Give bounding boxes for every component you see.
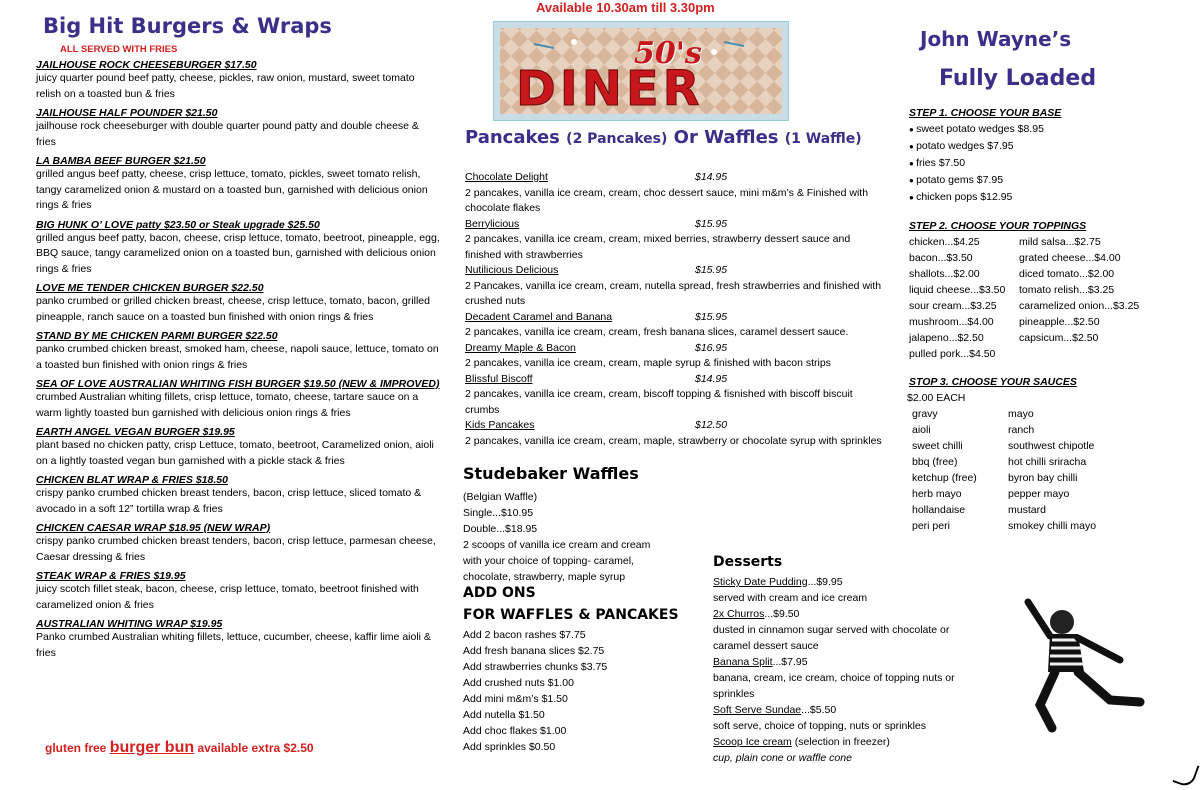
topping-item: diced tomato...$2.00 <box>1019 268 1115 280</box>
pancake-price: $12.50 <box>695 419 728 431</box>
sauce-item: ranch <box>1008 424 1035 436</box>
pancake-desc: 2 pancakes, vanilla ice cream, cream, choc dessert sauce, mini m&m’s & Finished with chocolate flakes <box>465 186 869 214</box>
sauce-item: peri peri <box>912 520 950 532</box>
dessert-header <box>713 734 958 750</box>
pancake-desc: 2 pancakes, vanilla ice cream, cream, maple, strawberry or chocolate syrup with sprinkles <box>465 434 882 447</box>
menu-item-desc: juicy scotch fillet steak, bacon, cheese, crisp lettuce, tomato, beetroot finished with caramelized onion & fries <box>36 583 419 611</box>
corner-mark-icon <box>1172 759 1199 788</box>
waffle-lines <box>463 489 703 585</box>
base-item <box>909 155 1179 172</box>
desserts-title: Desserts <box>713 554 783 570</box>
menu-item-title: BIG HUNK O’ LOVE patty $23.50 or Steak upgrade $25.50 <box>36 218 320 231</box>
addons-section <box>463 585 703 755</box>
addon-item: Add sprinkles $0.50 <box>463 741 556 753</box>
dessert-header <box>713 702 958 718</box>
step3-heading: STOP 3. CHOOSE YOUR SAUCES <box>909 376 1077 388</box>
dessert-header <box>713 654 958 670</box>
sauce-item: southwest chipotle <box>1008 440 1095 452</box>
base-item <box>909 172 1179 189</box>
pancake-desc: 2 pancakes, vanilla ice cream, cream, biscoff topping & fisnished with biscoff biscuit crumbs <box>465 388 853 416</box>
menu-item-desc: panko crumbed or grilled chicken breast, cheese, crisp lettuce, tomato, bacon, grilled pineapple, ranch sauce on a toasted bun finished with onion rings & fries <box>36 295 430 323</box>
pancake-item <box>465 341 885 372</box>
pancakes-t3: Or Waffles <box>667 127 785 148</box>
menu-item-desc: jailhouse rock cheeseburger with double quarter pound patty and double cheese & fries <box>36 120 419 148</box>
bullet-icon: ● <box>909 159 917 168</box>
sauce-item: gravy <box>912 408 938 420</box>
dessert-name: Scoop Ice cream <box>713 736 792 748</box>
dessert-desc: dusted in cinnamon sugar served with chocolate or caramel dessert sauce <box>713 624 950 652</box>
bullet-icon: ● <box>909 176 917 185</box>
desserts-section <box>713 554 958 766</box>
pancake-price: $16.95 <box>695 341 728 354</box>
dessert-name: 2x Churros <box>713 608 765 620</box>
dessert-desc: served with cream and ice cream <box>713 592 868 604</box>
menu-item <box>36 282 441 325</box>
pancake-header <box>465 310 885 326</box>
pancake-header <box>465 170 885 186</box>
base-label: potato wedges $7.95 <box>916 140 1014 152</box>
menu-item-title: JAILHOUSE HALF POUNDER $21.50 <box>36 107 218 119</box>
menu-item-title: STAND BY ME CHICKEN PARMI BURGER $22.50 <box>36 330 278 342</box>
pancake-header <box>465 217 885 233</box>
burgers-title: Big Hit Burgers & Wraps <box>43 14 332 38</box>
dessert-name: Banana Split <box>713 656 773 668</box>
pancake-desc: 2 pancakes, vanilla ice cream, cream, fresh banana slices, caramel dessert sauce. <box>465 326 849 338</box>
dessert-price: (selection in freezer) <box>791 736 890 748</box>
topping-item: tomato relish...$3.25 <box>1019 284 1115 296</box>
topping-item: capsicum...$2.50 <box>1019 332 1099 344</box>
diner-logo <box>493 21 789 121</box>
pancake-item <box>465 372 885 419</box>
bullet-icon: ● <box>909 142 917 151</box>
topping-item: mushroom...$4.00 <box>909 316 994 328</box>
pancakes-t4: (1 Waffle) <box>784 131 862 147</box>
pancake-name: Kids Pancakes <box>465 419 535 431</box>
addon-item: Add crushed nuts $1.00 <box>463 677 574 689</box>
pancake-list <box>465 170 885 449</box>
menu-item-desc: juicy quarter pound beef patty, cheese, pickles, raw onion, mustard, sweet tomato relish on a toasted bun & fries <box>36 72 415 100</box>
menu-item <box>36 155 441 214</box>
menu-item-title: EARTH ANGEL VEGAN BURGER $19.95 <box>36 426 235 438</box>
pancake-item <box>465 310 885 341</box>
dancer-illustration <box>1000 590 1160 740</box>
pancakes-title <box>465 127 862 148</box>
pancake-price: $15.95 <box>695 217 728 230</box>
pancake-name: Chocolate Delight <box>465 171 548 183</box>
addon-item: Add strawberries chunks $3.75 <box>463 661 608 673</box>
bullet-icon: ● <box>909 193 917 202</box>
pancake-name: Berrylicious <box>465 217 520 230</box>
pancake-header <box>465 418 885 434</box>
sauce-item: hollandaise <box>912 504 966 516</box>
base-label: fries $7.50 <box>916 157 966 169</box>
pancake-item <box>465 217 885 264</box>
base-item <box>909 189 1179 206</box>
topping-item: caramelized onion...$3.25 <box>1019 300 1140 312</box>
addons-title-1: ADD ONS <box>463 585 536 601</box>
pancake-item <box>465 263 885 310</box>
bullet-icon: ● <box>909 125 917 134</box>
gf-pre: gluten free <box>45 741 110 755</box>
menu-item <box>36 378 441 421</box>
burgers-section <box>36 14 441 666</box>
dessert-item <box>713 702 958 734</box>
loaded-title-2: Fully Loaded <box>939 66 1097 91</box>
pancake-name: Nutilicious Delicious <box>465 264 559 276</box>
base-label: chicken pops $12.95 <box>916 191 1013 203</box>
menu-item-desc: grilled angus beef patty, bacon, cheese, crisp lettuce, tomato, beetroot, pineapple, egg, BBQ sauce, tangy caramelized onion on a toasted bun, garnished with delicious onion rings & fries <box>36 231 440 275</box>
menu-item-desc: crumbed Australian whiting fillets, crisp lettuce, tomato, cheese, tartare sauce on a warm lightly toasted bun garnished with delicious onion rings & fries <box>36 391 419 419</box>
addon-item: Add nutella $1.50 <box>463 709 545 721</box>
gf-big: burger bun <box>109 739 195 756</box>
base-item <box>909 121 1179 138</box>
menu-item-title: LA BAMBA BEEF BURGER $21.50 <box>36 155 206 167</box>
menu-item-desc: plant based no chicken patty, crisp Lettuce, tomato, beetroot, Caramelized onion, aioli on a lightly toasted vegan bun garnished with a pickle stack & fries <box>36 439 434 467</box>
logo-bottom: DINER <box>516 61 704 117</box>
pancake-item <box>465 170 885 217</box>
sauce-item: byron bay chilli <box>1008 472 1078 484</box>
pancake-name: Blissful Biscoff <box>465 372 533 385</box>
topping-item <box>1019 346 1159 362</box>
waffle-line: Double...$18.95 <box>463 523 538 535</box>
sauce-item: ketchup (free) <box>912 472 977 484</box>
pancake-header <box>465 372 885 388</box>
menu-item-desc: panko crumbed chicken breast, smoked ham, cheese, napoli sauce, lettuce, tomato on a toasted bun finished with onion rings & fries <box>36 343 439 371</box>
sauce-item: smokey chilli mayo <box>1008 520 1097 532</box>
menu-item <box>36 522 441 565</box>
waffles-section <box>463 464 703 585</box>
dessert-name: Soft Serve Sundae <box>713 704 802 716</box>
menu-item <box>36 107 441 150</box>
sauce-item: bbq (free) <box>912 456 958 468</box>
dessert-desc: cup, plain cone or waffle cone <box>713 752 852 764</box>
dessert-list <box>713 574 958 766</box>
menu-item-desc: crispy panko crumbed chicken breast tenders, bacon, crisp lettuce, sliced tomato & avocado in a soft 12” tortilla wrap & fries <box>36 487 422 515</box>
pancake-price: $15.95 <box>695 310 728 323</box>
sauce-item: hot chilli sriracha <box>1008 456 1087 468</box>
topping-item: liquid cheese...$3.50 <box>909 284 1006 296</box>
pancake-desc: 2 Pancakes, vanilla ice cream, cream, nutella spread, fresh strawberries and finished with crushed nuts <box>465 279 882 307</box>
addon-item: Add fresh banana slices $2.75 <box>463 645 605 657</box>
topping-grid <box>909 234 1179 362</box>
addon-list <box>463 627 703 755</box>
loaded-section <box>909 107 1179 534</box>
pancake-name: Dreamy Maple & Bacon <box>465 341 576 354</box>
dessert-price: ...$9.95 <box>807 576 843 588</box>
dessert-desc: soft serve, choice of topping, nuts or sprinkles <box>713 720 927 732</box>
pancake-header <box>465 341 885 357</box>
sauce-item: pepper mayo <box>1008 488 1070 500</box>
menu-item-title: SEA OF LOVE AUSTRALIAN WHITING FISH BURGER $19.50 (NEW & IMPROVED) <box>36 378 440 390</box>
step1-heading: STEP 1. CHOOSE YOUR BASE <box>909 107 1062 119</box>
sauce-item: sweet chilli <box>912 440 963 452</box>
base-list <box>909 121 1179 206</box>
loaded-title-1: John Wayne’s <box>920 27 1072 51</box>
menu-item <box>36 618 441 661</box>
base-label: sweet potato wedges $8.95 <box>916 123 1044 135</box>
menu-item <box>36 59 441 102</box>
menu-item <box>36 219 441 278</box>
burgers-note: ALL SERVED WITH FRIES <box>60 44 178 55</box>
addons-title-2: FOR WAFFLES & PANCAKES <box>463 607 679 623</box>
pancake-price: $14.95 <box>695 372 728 385</box>
dessert-item <box>713 654 958 702</box>
dancer-figure-icon <box>1000 590 1160 740</box>
base-item <box>909 138 1179 155</box>
base-label: potato gems $7.95 <box>916 174 1004 186</box>
availability-banner: Available 10.30am till 3.30pm <box>536 0 715 15</box>
topping-item: grated cheese...$4.00 <box>1019 252 1121 264</box>
dessert-item <box>713 734 958 766</box>
addon-item: Add choc flakes $1.00 <box>463 725 567 737</box>
dessert-item <box>713 574 958 606</box>
dessert-header <box>713 606 958 622</box>
pancake-price: $15.95 <box>695 264 728 276</box>
pancake-price: $14.95 <box>695 171 728 183</box>
topping-item: pineapple...$2.50 <box>1019 316 1100 328</box>
waffle-line: 2 scoops of vanilla ice cream and cream <box>463 539 651 551</box>
topping-item: chicken...$4.25 <box>909 236 980 248</box>
waffles-title: Studebaker Waffles <box>463 464 639 483</box>
burger-list <box>36 59 441 661</box>
topping-item: mild salsa...$2.75 <box>1019 236 1101 248</box>
dessert-price: ...$5.50 <box>801 704 837 716</box>
topping-item: bacon...$3.50 <box>909 252 973 264</box>
sauce-item: mayo <box>1008 408 1034 420</box>
sauce-item: herb mayo <box>912 488 962 500</box>
menu-item-title: AUSTRALIAN WHITING WRAP $19.95 <box>36 618 223 630</box>
dessert-price: ...$7.95 <box>772 656 808 668</box>
topping-item: sour cream...$3.25 <box>909 300 997 312</box>
menu-item-title: CHICKEN BLAT WRAP & FRIES $18.50 <box>36 474 228 486</box>
menu-item-desc: grilled angus beef patty, cheese, crisp lettuce, tomato, pickles, sweet tomato relish, tangy caramelized onion & mustard on a toasted bun, garnished with delicious onion rings & fries <box>36 168 428 211</box>
pancake-item <box>465 418 885 449</box>
waffle-line: (Belgian Waffle) <box>463 491 538 503</box>
dessert-desc: banana, cream, ice cream, choice of topping nuts or sprinkles <box>713 672 955 700</box>
menu-item <box>36 330 441 373</box>
waffle-line: chocolate, strawberry, maple syrup <box>463 571 626 583</box>
waffle-line: with your choice of topping- caramel, <box>463 555 634 567</box>
menu-item <box>36 570 441 613</box>
menu-item <box>36 474 441 517</box>
sauces-price: $2.00 EACH <box>907 392 966 404</box>
pancake-desc: 2 pancakes, vanilla ice cream, cream, mixed berries, strawberry dessert sauce and finished with strawberries <box>465 233 851 261</box>
topping-item: jalapeno...$2.50 <box>909 332 984 344</box>
pancake-header <box>465 263 885 279</box>
addon-item: Add 2 bacon rashes $7.75 <box>463 629 586 641</box>
dessert-name: Sticky Date Pudding <box>713 576 808 588</box>
pancake-desc: 2 pancakes, vanilla ice cream, cream, maple syrup & finished with bacon strips <box>465 357 831 369</box>
menu-item <box>36 426 441 469</box>
menu-item-title: LOVE ME TENDER CHICKEN BURGER $22.50 <box>36 282 264 294</box>
sauce-grid <box>909 406 1179 534</box>
sauce-item: mustard <box>1008 504 1046 516</box>
pancake-name: Decadent Caramel and Banana <box>465 310 613 323</box>
sauce-item: aioli <box>912 424 931 436</box>
menu-item-title: STEAK WRAP & FRIES $19.95 <box>36 570 186 582</box>
menu-item-title: JAILHOUSE ROCK CHEESEBURGER $17.50 <box>36 59 257 71</box>
dessert-item <box>713 606 958 654</box>
menu-item-desc: Panko crumbed Australian whiting fillets, lettuce, cucumber, cheese, kaffir lime aioli & fries <box>36 631 431 659</box>
gluten-free-note <box>45 739 314 757</box>
menu-item-desc: crispy panko crumbed chicken breast tenders, bacon, crisp lettuce, parmesan cheese, Caesar dressing & fries <box>36 535 436 563</box>
topping-item: pulled pork...$4.50 <box>909 348 996 360</box>
logo-top: 50's <box>634 36 702 71</box>
addon-item: Add mini m&m’s $1.50 <box>463 693 568 705</box>
topping-item: shallots...$2.00 <box>909 268 980 280</box>
gf-post: available extra $2.50 <box>194 741 314 755</box>
dessert-price: ...$9.50 <box>764 608 800 620</box>
waffle-line: Single...$10.95 <box>463 507 534 519</box>
step2-heading: STEP 2. CHOOSE YOUR TOPPINGS <box>909 220 1087 232</box>
pancakes-t2: (2 Pancakes) <box>566 131 668 147</box>
pancakes-t1: Pancakes <box>465 127 567 148</box>
dessert-header <box>713 574 958 590</box>
menu-item-title: CHICKEN CAESAR WRAP $18.95 (NEW WRAP) <box>36 522 271 534</box>
